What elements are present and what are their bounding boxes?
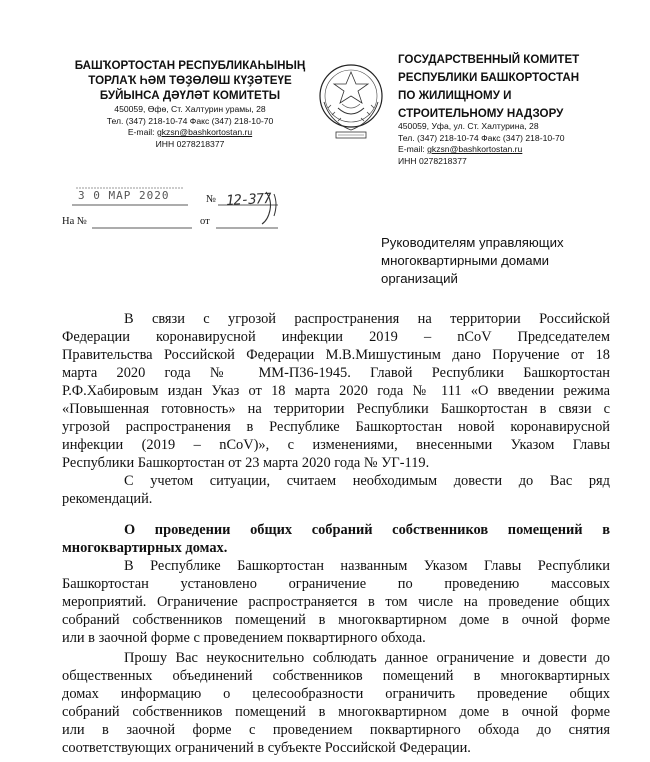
paragraph-line: собраний собственников помещений в многоквартирном доме в очной форме [62, 704, 610, 720]
paragraph-line: Правительства Российской Федерации М.В.Мишустиным дано Поручение от 18 [62, 347, 610, 363]
paragraph-line: «Повышенная готовность» на территории Республики Башкортостан в связи с [62, 401, 610, 417]
paragraph-line: или в заочной форме с проведением поквартирного обхода до снятия [62, 722, 610, 738]
paragraph-line: Прошу Вас неукоснительно соблюдать данное ограничение и довести до [124, 650, 610, 666]
header-right-phone: Тел. (347) 218-10-74 Факс (347) 218-10-70 [398, 132, 565, 143]
header-left-email: E-mail: gkzsn@bashkortostan.ru [127, 127, 253, 137]
paragraph-intro [62, 310, 610, 472]
addressee-block [381, 234, 601, 288]
paragraph-restriction [62, 557, 610, 647]
heading-line: О проведении общих собраний собственников помещений в [124, 522, 610, 538]
paragraph-line: Республики Башкортостан от 23 марта 2020 года № УГ-119. [62, 455, 430, 471]
registration-date-stamp: 3 0 МАР 2020 [78, 189, 170, 202]
header-right-details [398, 121, 598, 167]
paragraph-line: рекомендаций. [62, 491, 153, 507]
addressee-line: организаций [381, 271, 458, 286]
from-label: от [200, 216, 210, 227]
header-left-inn: ИНН 0278218377 [155, 138, 225, 149]
paragraph-line: С учетом ситуации, считаем необходимым довести до Вас ряд [124, 473, 610, 489]
number-label: № [206, 194, 217, 205]
addressee-line: Руководителям управляющих [381, 235, 564, 250]
paragraph-line: марта 2020 года № ММ-П36-1945. Главой Республики Башкортостан [62, 365, 610, 381]
heading-line: многоквартирных домах. [62, 540, 228, 556]
paragraph-line: В Республике Башкортостан названным Указом Главы Республики [124, 558, 610, 574]
paragraph-line: угрозой распространения в Республике Башкортостан новой коронавирусной [62, 419, 610, 435]
header-left-line: БАШҠОРТОСТАН РЕСПУБЛИКАҺЫНЫҢ [74, 59, 306, 72]
header-right-address: 450059, Уфа, ул. Ст. Халтурина, 28 [398, 121, 539, 131]
section-heading [62, 521, 610, 557]
header-right-line: СТРОИТЕЛЬНОМУ НАДЗОРУ [398, 107, 564, 120]
header-left-line: ТОРЛАҠ ҺӘМ ТӨҘӨЛӨШ КҮҘӘТЕҮЕ [88, 74, 292, 87]
paragraph-line: В связи с угрозой распространения на территории Российской [124, 311, 610, 327]
email-address[interactable]: gkzsn@bashkortostan.ru [156, 127, 253, 137]
header-left-address: 450059, Өфө, Ст. Халтурин урамы, 28 [114, 104, 266, 114]
paragraph-line: или в заочной форме с проведением поквартирного обхода. [62, 630, 426, 646]
paragraph-line: инфекции (2019 – nCoV)», с изменениями, внесенными Указом Главы [62, 437, 610, 453]
paragraph-line: общественных объединений собственников помещений в многоквартирных [62, 668, 610, 684]
header-left-details [80, 104, 300, 150]
paragraph-line: Башкортостан установлено ограничение по проведению массовых [62, 576, 610, 592]
email-address[interactable]: gkzsn@bashkortostan.ru [427, 144, 523, 154]
header-right-line: ПО ЖИЛИЩНОМУ И [398, 89, 512, 102]
header-right-inn: ИНН 0278218377 [398, 155, 467, 166]
header-left-phone: Тел. (347) 218-10-74 Факс (347) 218-10-70 [106, 115, 274, 126]
paragraph-request [62, 649, 610, 757]
paragraph-recommendations [62, 472, 610, 508]
paragraph-line: Р.Ф.Хабировым издан Указ от 18 марта 2020 года № 111 «О введении режима [62, 383, 610, 399]
addressee-line: многоквартирными домами [381, 253, 550, 268]
header-right-email: E-mail: gkzsn@bashkortostan.ru [398, 144, 523, 154]
paragraph-line: соответствующих ограничений в субъекте Российской Федерации. [62, 740, 471, 756]
reply-lines [92, 224, 282, 230]
paragraph-line: домах информацию о целесообразности ограничить проведение общих [62, 686, 610, 702]
in-reply-label: На № [62, 216, 87, 227]
bashkortostan-emblem-icon [316, 60, 386, 142]
paragraph-line: мероприятий. Ограничение распространяется в том числе на проведение общих [62, 594, 610, 610]
paragraph-line: Федерации коронавирусной инфекции 2019 – nCoV Председателем [62, 329, 610, 345]
header-right-title [398, 52, 588, 121]
handwritten-number: 12-377 [225, 190, 271, 210]
header-left-line: БУЙЫНСА ДӘҮЛӘТ КОМИТЕТЫ [99, 89, 281, 102]
paragraph-line: собраний собственников помещений в многоквартирном доме в очной форме [62, 612, 610, 628]
header-right-line: ГОСУДАРСТВЕННЫЙ КОМИТЕТ [398, 53, 580, 66]
date-stamp-underline [70, 186, 190, 208]
header-left-title [70, 58, 310, 103]
header-right-line: РЕСПУБЛИКИ БАШКОРТОСТАН [398, 71, 580, 84]
